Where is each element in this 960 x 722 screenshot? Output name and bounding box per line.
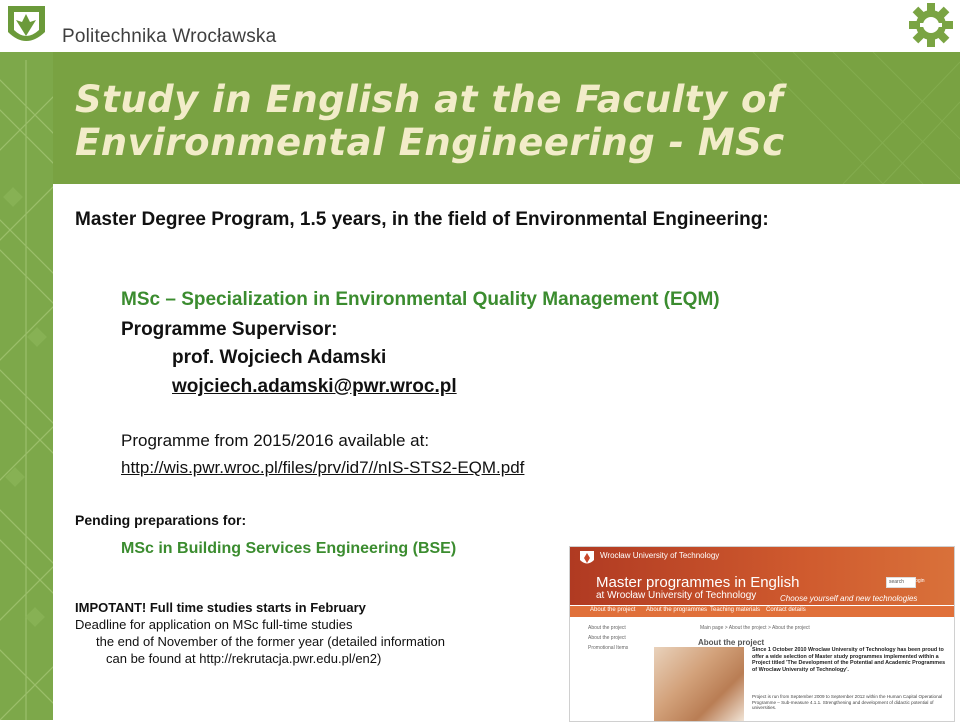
bse-program: MSc in Building Services Engineering (BSE) [121, 540, 457, 557]
specialization-heading: MSc – Specialization in Environmental Quality Management (EQM) [121, 289, 720, 310]
title-line-2: Environmental Engineering - MSc [75, 121, 785, 164]
thumb-side-item: About the project [588, 635, 626, 641]
thumb-breadcrumb: Main page > About the project > About the project [700, 625, 810, 631]
thumb-slogan: Choose yourself and new technologies [780, 594, 918, 603]
thumb-heading: Master programmes in English [596, 574, 800, 591]
thumb-tab-3: Teaching materials [710, 607, 761, 613]
decorative-sidebar [0, 0, 53, 720]
thumb-side-item: Promotional Items [588, 645, 629, 651]
page-title [75, 78, 935, 164]
university-name: Politechnika Wrocławska [62, 26, 277, 47]
thumb-subheading: at Wrocław University of Technology [596, 590, 757, 601]
title-line-1: Study in English at the Faculty of [75, 78, 784, 121]
thumb-about-heading: About the project [698, 638, 765, 647]
thumb-university: Wrocław University of Technology [600, 551, 720, 560]
thumb-tab-1: About the project [590, 607, 636, 613]
programme-pdf-link[interactable]: http://wis.pwr.wroc.pl/files/prv/id7//nIS-STS2-EQM.pdf [121, 458, 525, 477]
thumb-paragraph-2: Project is run from September 2009 to September 2012 within the Human Capital Operational Programme – Sub-measure 4.1.1. Strengthening and development of didactic potential of universities. [752, 694, 943, 711]
thumb-tab-2: About the programmes [646, 607, 708, 613]
supervisor-email-link[interactable]: wojciech.adamski@pwr.wroc.pl [172, 376, 457, 397]
title-band [53, 52, 960, 184]
logo-block [0, 0, 53, 52]
thumb-login: login [914, 578, 925, 584]
thumb-search-box [886, 577, 916, 588]
program-intro: Master Degree Program, 1.5 years, in the field of Environmental Engineering: [75, 209, 769, 230]
supervisor-label: Programme Supervisor: [121, 319, 338, 340]
supervisor-name: prof. Wojciech Adamski [172, 347, 387, 368]
sidebar-pattern [0, 0, 53, 720]
gear-icon [908, 2, 954, 48]
deadline-line-1: Deadline for application on MSc full-time studies [75, 617, 353, 632]
thumb-paragraph: Since 1 October 2010 Wroclaw University of Technology has been proud to offer a wide selection of Master study programmes implemented within a Project titled 'The Development of the Potential and Academic Programmes of Wroclaw University of Technology'. [752, 647, 946, 673]
thumb-tab-4: Contact details [766, 607, 806, 613]
website-screenshot-thumbnail [569, 546, 955, 722]
deadline-line-2: the end of November of the former year (detailed information [96, 634, 446, 649]
thumb-search-label: search [889, 579, 905, 585]
deadline-line-3: can be found at http://rekrutacja.pwr.edu.pl/en2) [106, 651, 382, 666]
important-notice: IMPOTANT! Full time studies starts in February [75, 600, 366, 615]
university-eagle-logo [0, 0, 53, 52]
thumb-photo-students [654, 647, 744, 721]
thumb-side-item: About the project [588, 625, 626, 631]
pending-label: Pending preparations for: [75, 512, 247, 528]
programme-label: Programme from 2015/2016 available at: [121, 431, 430, 450]
thumb-logo-icon [578, 549, 596, 567]
